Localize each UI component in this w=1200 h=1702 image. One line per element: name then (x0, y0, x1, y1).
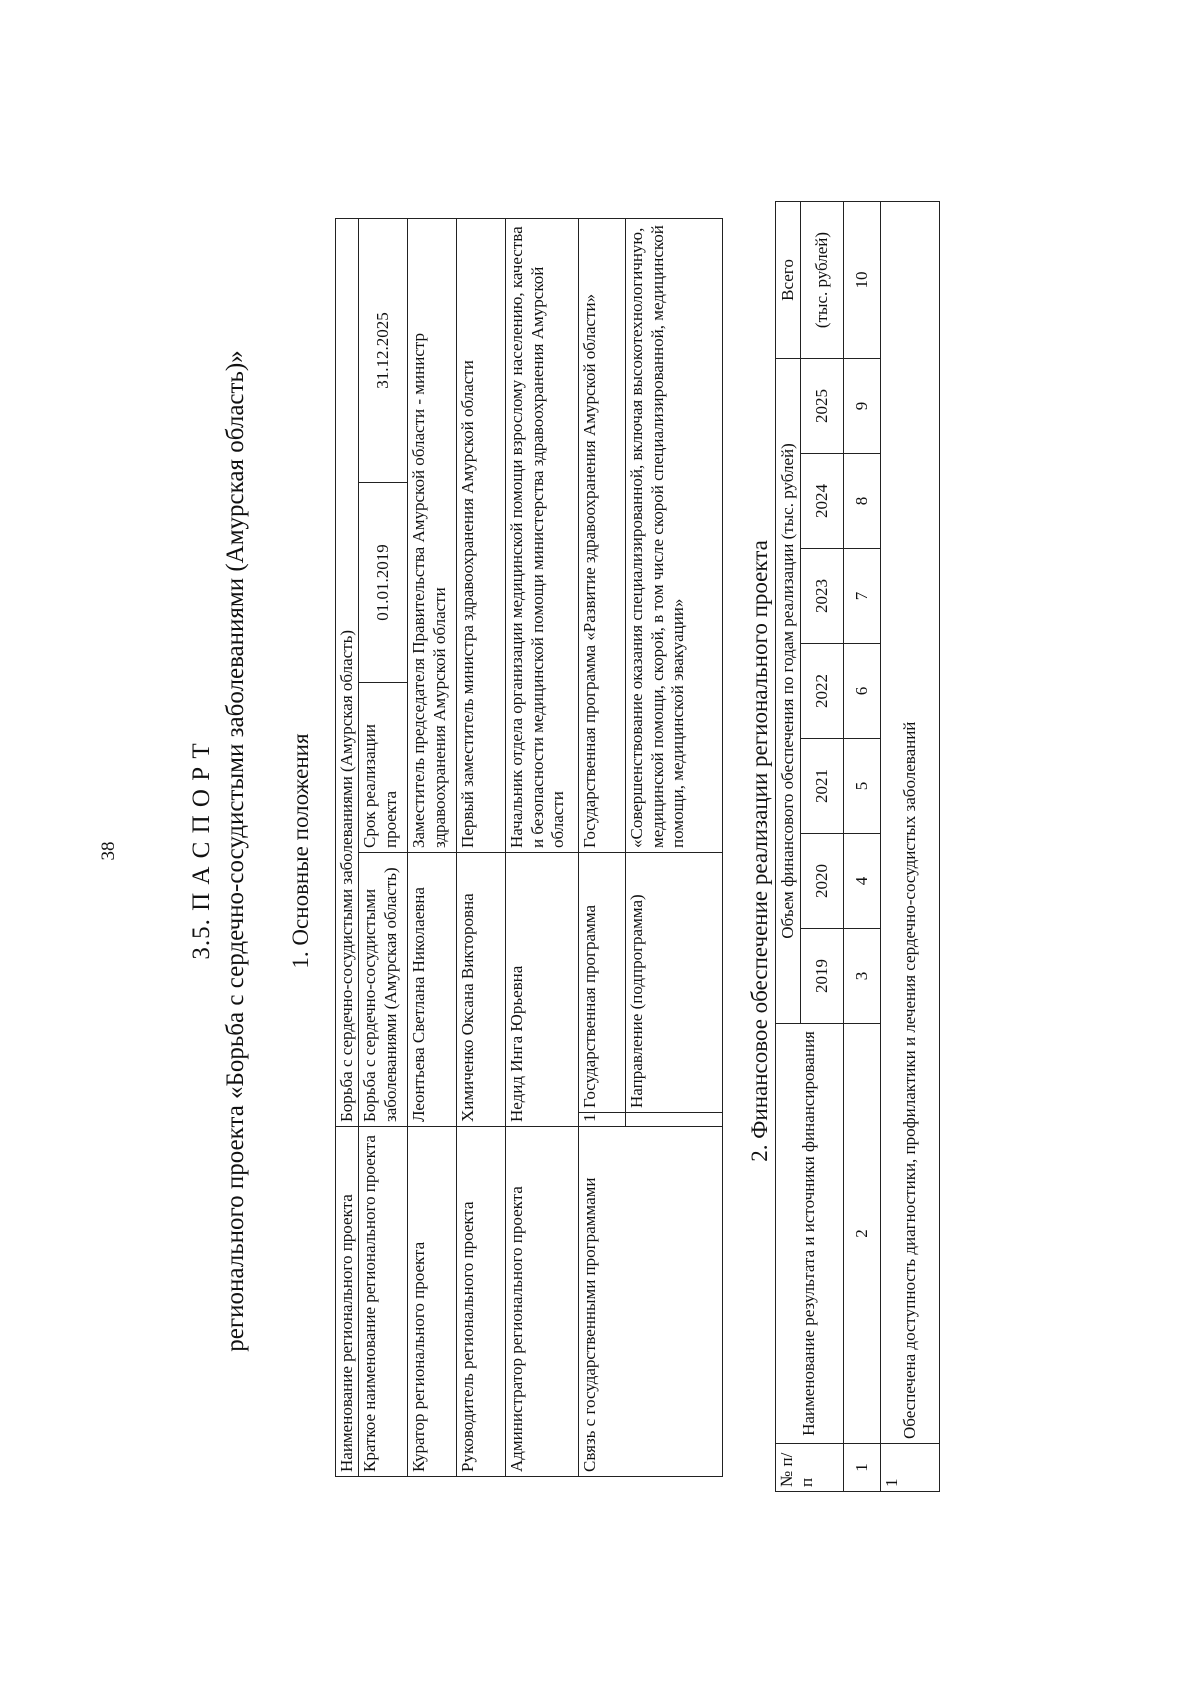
index-cell: 9 (844, 359, 881, 454)
index-cell: 5 (844, 739, 881, 834)
row-value: Борьба с сердечно-сосудистыми заболеваниями (Амурская область) (359, 853, 408, 1127)
row-label: Связь с государственными программами (579, 1127, 723, 1477)
total-unit: (тыс. рублей) (801, 202, 844, 359)
year-header: 2020 (801, 834, 844, 929)
section1-title: 1. Основные положения (288, 733, 313, 969)
year-header: 2025 (801, 359, 844, 454)
row-extra: «Совершенствование оказания специализированной, включая высокотехнологичную, медицинской помощи, скорой, в том числе скорой специализированной, медицинской помощи, медицинской эвакуации» (626, 218, 723, 852)
col-header-num: № п/п (776, 1444, 844, 1492)
table-row (408, 218, 457, 1476)
row-number: 1 (579, 1113, 626, 1127)
index-cell: 1 (844, 1444, 881, 1492)
col-header-volume: Объем финансового обеспечения по годам реализации (тыс. рублей) (776, 359, 801, 1024)
row-extra: Первый заместитель министра здравоохранения Амурской области (457, 218, 506, 852)
row-label: Краткое наименование регионального проекта (359, 1127, 408, 1477)
year-header: 2024 (801, 454, 844, 549)
row-value: Направление (подпрограмма) (626, 853, 723, 1113)
section2-title: 2. Финансовое обеспечение реализации регионального проекта (747, 540, 772, 1162)
table-row (336, 218, 359, 1476)
year-header: 2019 (801, 929, 844, 1024)
year-header: 2021 (801, 739, 844, 834)
table-row (579, 218, 626, 1476)
row-extra: Государственная программа «Развитие здравоохранения Амурской области» (579, 218, 626, 852)
result-text: Обеспечена доступность диагностики, профилактики и лечения сердечно-сосудистых заболеваний (881, 202, 940, 1444)
row-number (626, 1113, 723, 1127)
row-value: Леонтьева Светлана Николаевна (408, 853, 457, 1127)
end-date: 31.12.2025 (359, 218, 408, 482)
passport-subtitle: регионального проекта «Борьба с сердечно-сосудистыми заболеваниями (Амурская область)» (222, 350, 249, 1352)
row-extra: Начальник отдела организации медицинской помощи взрослому населению, качества и безопасности медицинской помощи министерства здравоохранения Амурской области (506, 218, 579, 852)
table-row (457, 218, 506, 1476)
row-label: Куратор регионального проекта (408, 1127, 457, 1477)
table-row (881, 202, 940, 1492)
row-extra: Заместитель председателя Правительства Амурской области - министр здравоохранения Амурской области (408, 218, 457, 852)
index-cell: 7 (844, 549, 881, 644)
index-cell: 3 (844, 929, 881, 1024)
year-header: 2022 (801, 644, 844, 739)
index-cell: 4 (844, 834, 881, 929)
table-header-row (776, 202, 801, 1492)
index-cell: 8 (844, 454, 881, 549)
result-number: 1 (881, 1444, 940, 1492)
row-value: Недид Инга Юрьевна (506, 853, 579, 1127)
index-cell: 2 (844, 1024, 881, 1444)
table-row (506, 218, 579, 1476)
col-header-total: Всего (776, 202, 801, 359)
main-provisions-table (335, 218, 723, 1477)
row-value: Борьба с сердечно-сосудистыми заболеваниями (Амурская область) (336, 218, 359, 1126)
col-header-name: Наименование результата и источники финансирования (776, 1024, 844, 1444)
row-label: Руководитель регионального проекта (457, 1127, 506, 1477)
table-row (359, 218, 408, 1476)
index-cell: 10 (844, 202, 881, 359)
year-header: 2023 (801, 549, 844, 644)
term-label: Срок реализации проекта (359, 683, 408, 853)
financing-table (775, 201, 940, 1492)
row-label: Администратор регионального проекта (506, 1127, 579, 1477)
row-label: Наименование регионального проекта (336, 1127, 359, 1477)
passport-title: 3.5. П А С П О Р Т (188, 742, 215, 960)
page-number: 38 (98, 841, 119, 861)
row-value: Государственная программа (579, 853, 626, 1113)
start-date: 01.01.2019 (359, 483, 408, 683)
table-row (844, 202, 881, 1492)
row-value: Химиченко Оксана Викторовна (457, 853, 506, 1127)
index-cell: 6 (844, 644, 881, 739)
